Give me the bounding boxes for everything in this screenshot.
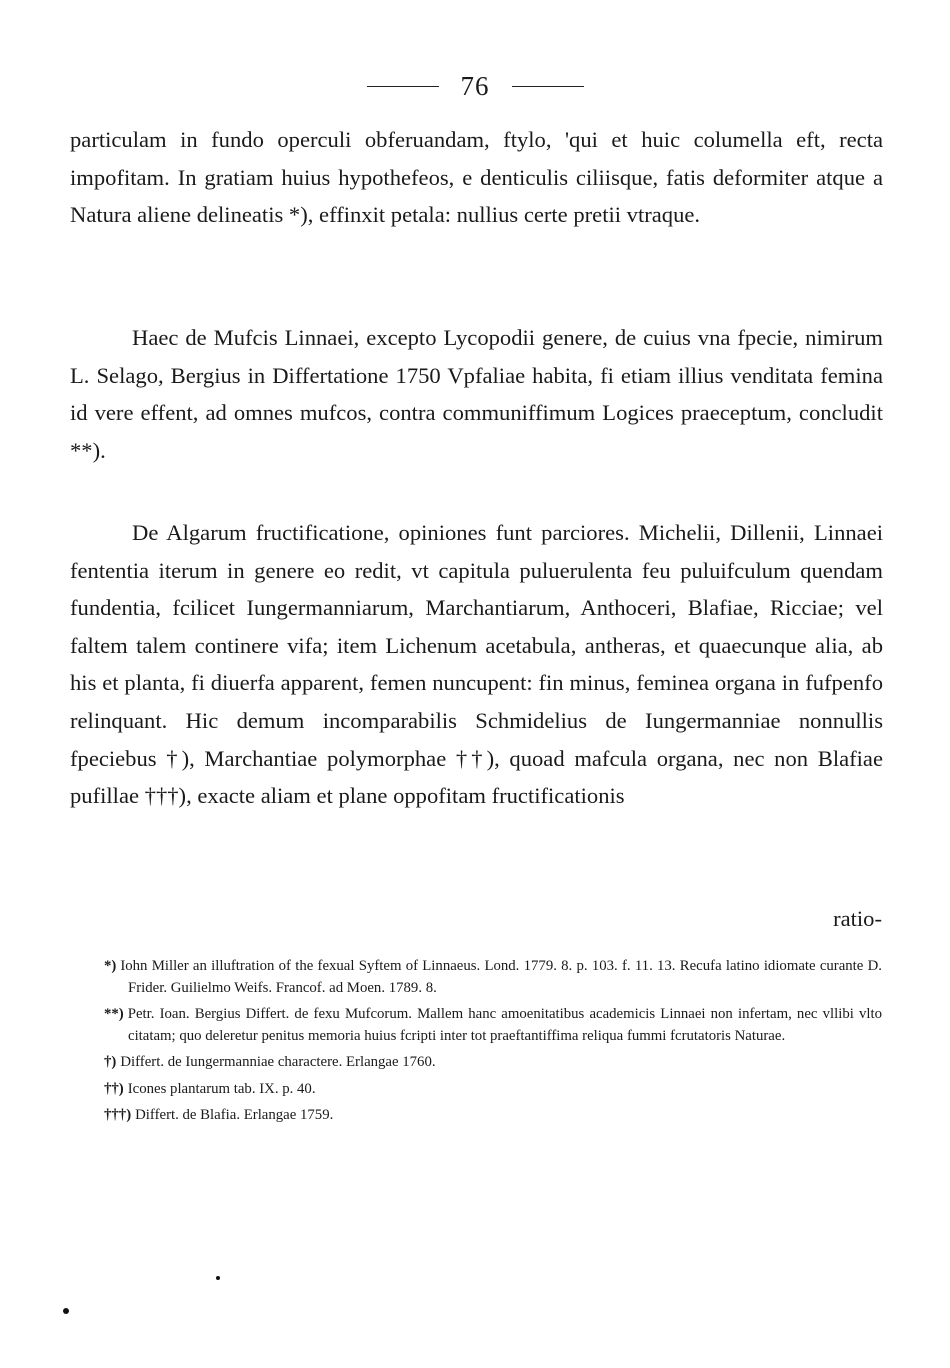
footnote-marker: ††) xyxy=(104,1080,124,1097)
footnote-text: Petr. Ioan. Bergius Differt. de fexu Mufcorum. Mallem hanc amoenitatibus academicis Linnaei non infertam, nec vllibi vlto citatam; quo deleretur penitus memoria huius fcripti inter tot praeftantiffima reliqua fummi fcrutatoris Naturae. xyxy=(127,1006,882,1044)
footnote-marker: *) xyxy=(104,958,117,974)
footnote-3 xyxy=(104,1052,882,1074)
footnote-2 xyxy=(104,1004,882,1047)
page-header xyxy=(0,68,950,104)
ink-speck xyxy=(216,1276,220,1280)
footnote-text: Differt. de Iungermanniae charactere. Erlangae 1760. xyxy=(120,1054,436,1070)
footnotes xyxy=(104,956,882,1132)
footnote-marker: †††) xyxy=(104,1107,132,1123)
ink-speck xyxy=(63,1308,69,1314)
page-number: 76 xyxy=(460,70,490,101)
footnote-text: Differt. de Blafia. Erlangae 1759. xyxy=(135,1107,334,1123)
header-rule-left xyxy=(367,86,439,87)
paragraph-2: Haec de Mufcis Linnaei, excepto Lycopodii genere, de cuius vna fpecie, nimirum L. Selago, Bergius in Differtatione 1750 Vpfaliae habita, fi etiam illius venditata femina id vere effent, ad omnes mufcos, contra communiffimum Logices praeceptum, concludit **). xyxy=(70,325,883,463)
paragraph-1: particulam in fundo operculi obferuandam, ftylo, 'qui et huic columella eft, recta impofitam. In gratiam huius hypothefeos, e denticulis ciliisque, fatis deformiter atque a Natura aliene delineatis *), effinxit petala: nullius certe pretii vtraque. xyxy=(70,127,883,228)
footnote-5 xyxy=(104,1105,882,1127)
footnote-4 xyxy=(104,1079,882,1101)
paragraph-3: De Algarum fructificatione, opiniones funt parciores. Michelii, Dillenii, Linnaei fententia iterum in genere eo redit, vt capitula puluerulenta feu puluifculum quendam fundentia, fcilicet Iungermanniarum, Marchantiarum, Anthoceri, Blafiae, Ricciae; vel faltem talem continere vifa; item Lichenum acetabula, antheras, et quaecunque alia, ab his et planta, fi diuerfa apparent, femen nuncupent: fin minus, feminea organa in fufpenfo relinquant. Hic demum incomparabilis Schmidelius de Iungermanniae nonnullis fpeciebus †), Marchantiae polymorphae ††), quoad mafcula organa, nec non Blafiae pufillae †††), exacte aliam et plane oppofitam fructificationis xyxy=(70,520,883,809)
footnote-text: Icones plantarum tab. IX. p. 40. xyxy=(127,1080,316,1097)
footnote-marker: **) xyxy=(104,1006,124,1022)
footnote-text: Iohn Miller an illuftration of the fexual Syftem of Linnaeus. Lond. 1779. 8. p. 103. f. 11. 13. Recufa latino idiomate curante D. Frider. Guilielmo Weifs. Francof. ad Moen. 1789. 8. xyxy=(120,958,882,996)
footnote-1 xyxy=(104,956,882,999)
footnote-marker: †) xyxy=(104,1054,117,1070)
header-rule-right xyxy=(512,86,584,87)
catchword: ratio- xyxy=(833,906,882,931)
